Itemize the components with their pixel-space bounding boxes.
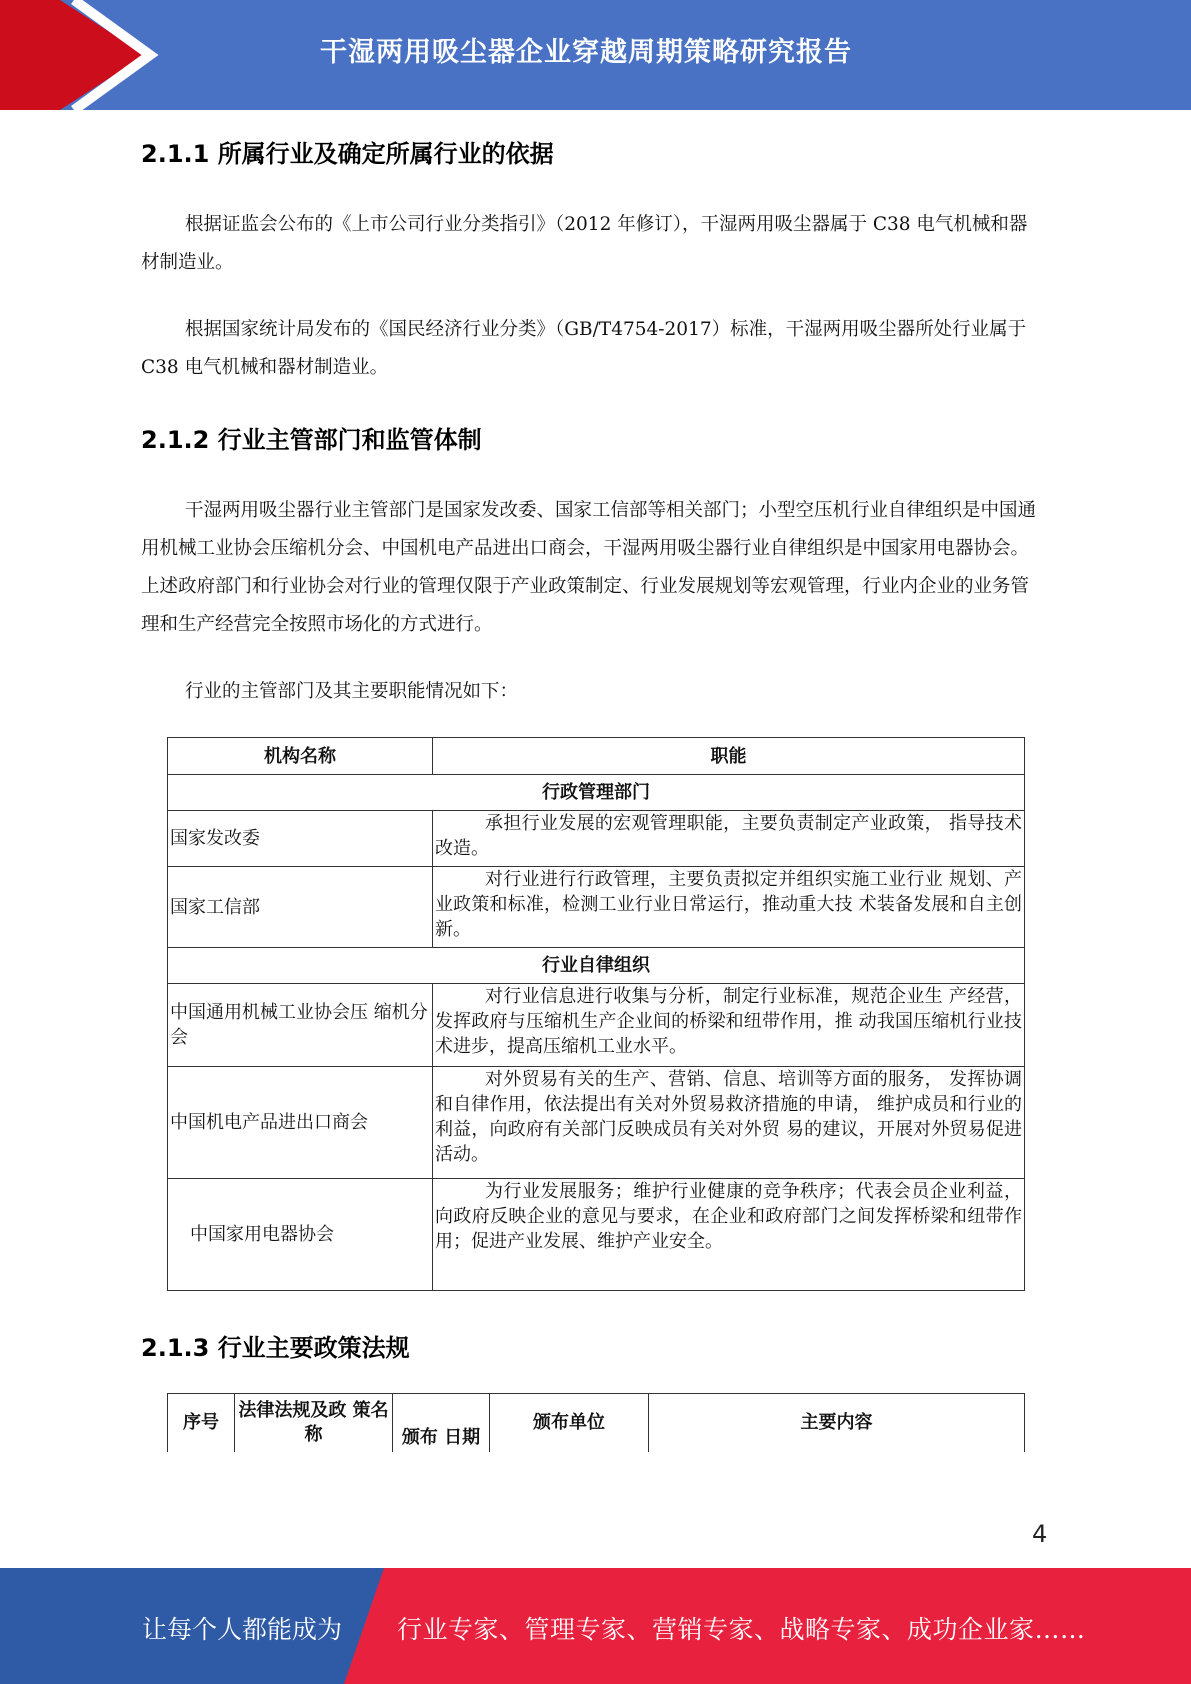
- org-name: 国家工信部: [168, 867, 433, 948]
- section-self-label: 行业自律组织: [168, 948, 1025, 984]
- org-name: 国家发改委: [168, 811, 433, 867]
- table-row: [168, 811, 1025, 867]
- heading-2-1-3: 2.1.3 行业主要政策法规: [141, 1334, 410, 1362]
- table-row: [168, 984, 1025, 1067]
- policy-table: [167, 1393, 1025, 1452]
- paragraph-regulators: 干湿两用吸尘器行业主管部门是国家发改委、国家工信部等相关部门；小型空压机行业自律组织是中国通用机械工业协会压缩机分会、中国机电产品进出口商会，干湿两用吸尘器行业自律组织是中国家用电器协会。上述政府部门和行业协会对行业的管理仅限于产业政策制定、行业发展规划等宏观管理，行业内企业的业务管理和生产经营完全按照市场化的方式进行。: [141, 500, 1037, 635]
- org-function: 对行业进行行政管理，主要负责拟定并组织实施工业行业 规划、产业政策和标准，检测工业行业日常运行，推动重大技 术装备发展和自主创新。: [433, 867, 1025, 948]
- regulator-table: [167, 737, 1025, 1291]
- org-name: 中国家用电器协会: [168, 1179, 433, 1291]
- table-section-row: [168, 775, 1025, 811]
- table-header-row: [168, 738, 1025, 775]
- page-number: 4: [1032, 1520, 1048, 1548]
- org-function: 对行业信息进行收集与分析，制定行业标准，规范企业生 产经营，发挥政府与压缩机生产企业间的桥梁和纽带作用，推 动我国压缩机行业技术进步，提高压缩机工业水平。: [433, 984, 1025, 1067]
- org-name: 中国通用机械工业协会压 缩机分会: [168, 984, 433, 1067]
- org-function: 对外贸易有关的生产、营销、信息、培训等方面的服务， 发挥协调和自律作用，依法提出有关对外贸易救济措施的申请， 维护成员和行业的利益，向政府有关部门反映成员有关对外贸 易的建议，开展对外贸易促进活动。: [433, 1067, 1025, 1179]
- header-banner: [0, 0, 1191, 110]
- table-row: [168, 1067, 1025, 1179]
- table-row: [168, 1179, 1025, 1291]
- paragraph-industry-nbs: 根据国家统计局发布的《国民经济行业分类》（GB/T4754-2017）标准，干湿两用吸尘器所处行业属于 C38 电气机械和器材制造业。: [141, 319, 1027, 378]
- report-title: 干湿两用吸尘器企业穿越周期策略研究报告: [320, 37, 852, 68]
- table-row: [168, 867, 1025, 948]
- paragraph-table-intro: 行业的主管部门及其主要职能情况如下：: [185, 681, 519, 702]
- column-header-issuer: 颁布单位: [490, 1394, 649, 1452]
- column-header-org: 机构名称: [168, 738, 433, 775]
- section-admin-label: 行政管理部门: [168, 775, 1025, 811]
- table-header-row: [168, 1394, 1025, 1452]
- heading-2-1-2: 2.1.2 行业主管部门和监管体制: [141, 426, 482, 454]
- table-section-row: [168, 948, 1025, 984]
- column-header-index: 序号: [168, 1394, 235, 1452]
- org-function: 为行业发展服务；维护行业健康的竞争秩序；代表会员企业利益，向政府反映企业的意见与要求，在企业和政府部门之间发挥桥梁和纽带作用；促进产业发展、维护产业安全。: [433, 1179, 1025, 1291]
- column-header-function: 职能: [433, 738, 1025, 775]
- column-header-content: 主要内容: [649, 1394, 1025, 1452]
- footer-banner: [0, 1568, 1191, 1684]
- column-header-law-name: 法律法规及政 策名称: [235, 1394, 393, 1452]
- paragraph-industry-csrc: 根据证监会公布的《上市公司行业分类指引》（2012 年修订），干湿两用吸尘器属于 C38 电气机械和器材制造业。: [141, 214, 1028, 273]
- heading-2-1-1: 2.1.1 所属行业及确定所属行业的依据: [141, 140, 554, 168]
- footer-slogan-left: 让每个人都能成为: [142, 1615, 343, 1644]
- org-function: 承担行业发展的宏观管理职能，主要负责制定产业政策， 指导技术改造。: [433, 811, 1025, 867]
- header-red-arrow: [0, 0, 145, 110]
- org-name: 中国机电产品进出口商会: [168, 1067, 433, 1179]
- footer-slogan-right: 行业专家、管理专家、营销专家、战略专家、成功企业家……: [397, 1615, 1086, 1644]
- column-header-date: 颁布 日期: [393, 1394, 490, 1452]
